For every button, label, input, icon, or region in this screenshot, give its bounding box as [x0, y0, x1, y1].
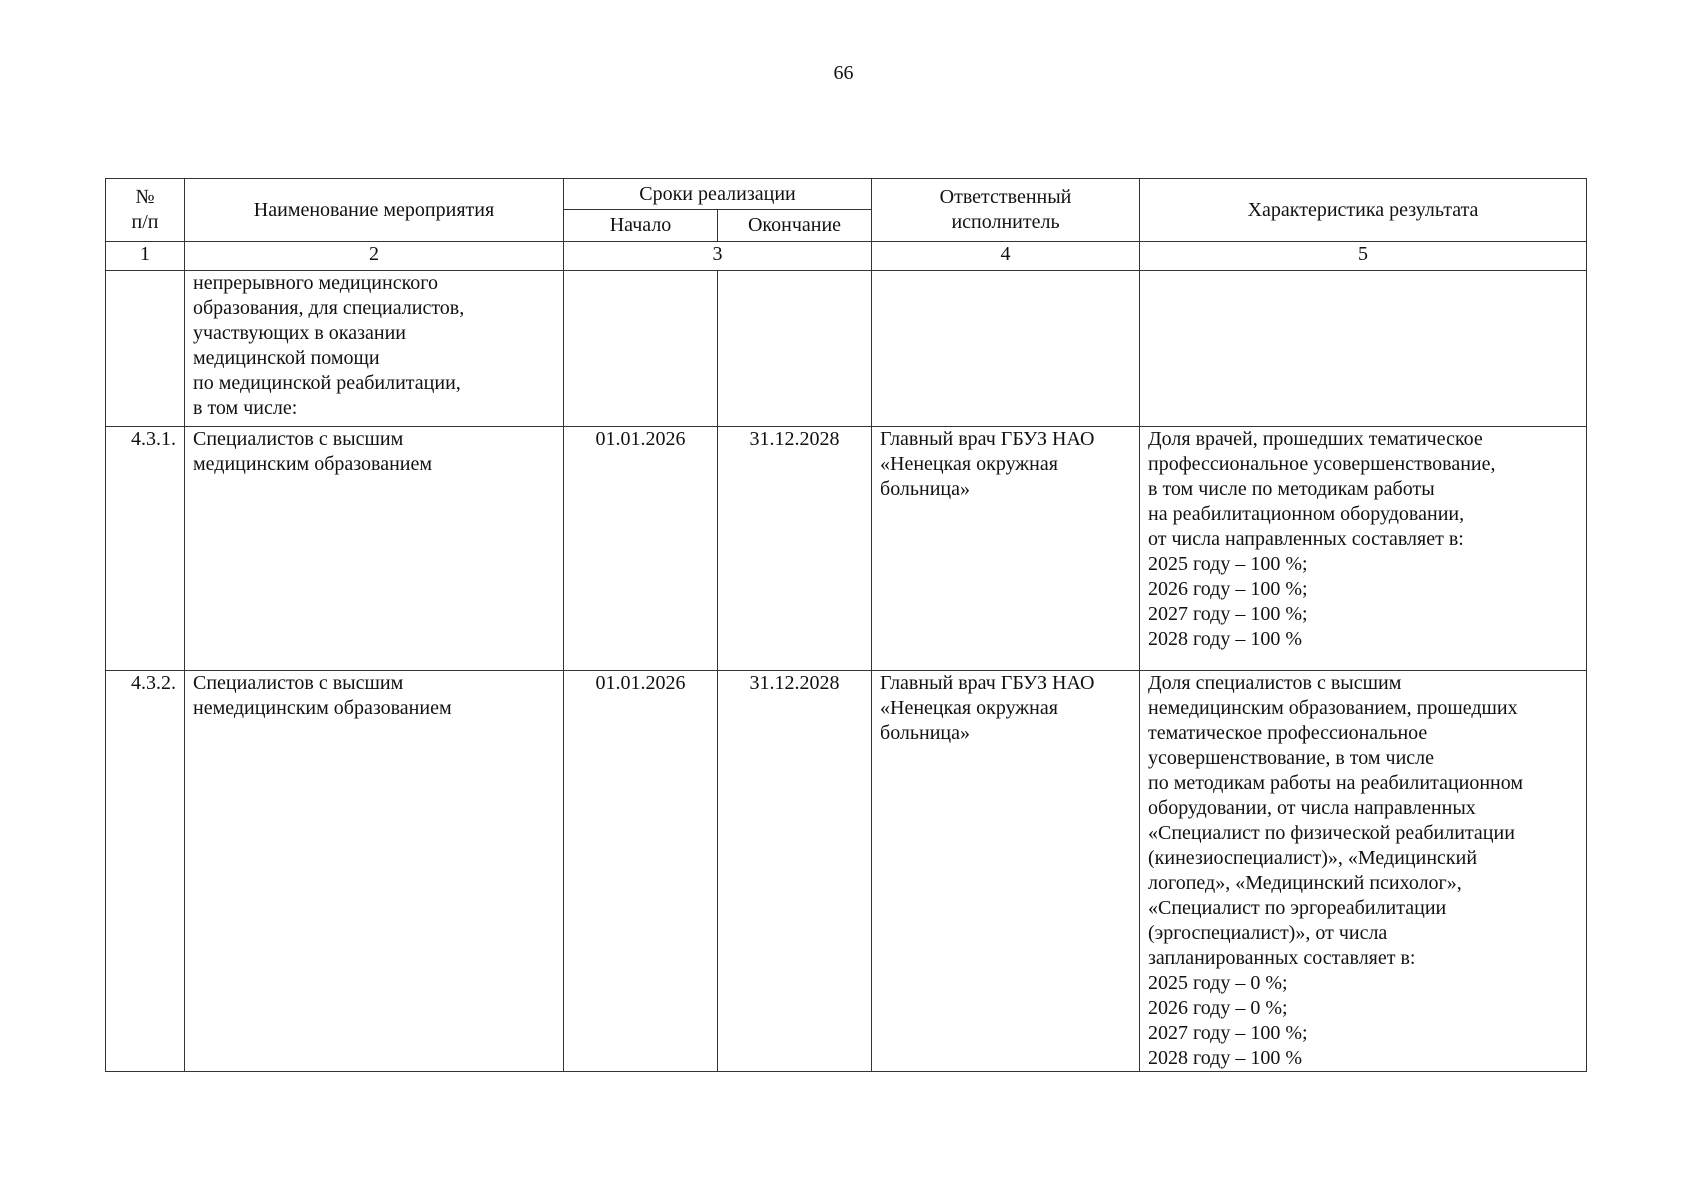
result-line: Доля врачей, прошедших тематическое	[1148, 428, 1483, 450]
result-description	[1140, 271, 1587, 427]
result-line: немедицинским образованием, прошедших	[1148, 697, 1518, 719]
row-number: 4.3.2.	[106, 671, 185, 1072]
header-result: Характеристика результата	[1140, 179, 1587, 242]
result-line: «Специалист по эргореабилитации	[1148, 897, 1447, 919]
result-line: 2026 году – 100 %;	[1148, 578, 1308, 600]
result-line: от числа направленных составляет в:	[1148, 528, 1464, 550]
result-line: профессиональное усовершенствование,	[1148, 453, 1496, 475]
result-line: усовершенствование, в том числе	[1148, 747, 1435, 769]
result-line: 2027 году – 100 %;	[1148, 1022, 1308, 1044]
event-name-line: медицинской помощи	[193, 347, 380, 369]
event-name-line: в том числе:	[193, 397, 298, 419]
column-number-3: 3	[564, 242, 872, 271]
result-line: тематическое профессиональное	[1148, 722, 1428, 744]
event-name-line: участвующих в оказании	[193, 322, 406, 344]
header-implementation-terms: Сроки реализации	[564, 179, 872, 210]
header-executor-line-2: исполнитель	[951, 211, 1060, 233]
result-line: 2028 году – 100 %	[1148, 1047, 1302, 1069]
result-line: запланированных составляет в:	[1148, 947, 1416, 969]
result-line: 2028 году – 100 %	[1148, 628, 1302, 650]
event-name	[185, 427, 564, 671]
column-number-4: 4	[872, 242, 1140, 271]
column-number-2: 2	[185, 242, 564, 271]
result-line: в том числе по методикам работы	[1148, 478, 1435, 500]
result-description	[1140, 427, 1587, 671]
result-line: логопед», «Медицинский психолог»,	[1148, 872, 1462, 894]
event-name-line: образования, для специалистов,	[193, 297, 465, 319]
result-line: (эргоспециалист)», от числа	[1148, 922, 1388, 944]
event-name-line: Специалистов с высшим	[193, 672, 404, 694]
event-name-line: Специалистов с высшим	[193, 428, 404, 450]
event-name-line: медицинским образованием	[193, 453, 433, 475]
executor-line: Главный врач ГБУЗ НАО	[880, 428, 1095, 450]
result-description	[1140, 671, 1587, 1072]
executor-line: Главный врач ГБУЗ НАО	[880, 672, 1095, 694]
header-number	[106, 179, 185, 242]
executor	[872, 671, 1140, 1072]
table-row	[106, 671, 1587, 1072]
executor-line: «Ненецкая окружная	[880, 453, 1058, 475]
header-number-line-1: №	[135, 186, 155, 208]
executor-line: больница»	[880, 722, 971, 744]
result-line: «Специалист по физической реабилитации	[1148, 822, 1515, 844]
executor	[872, 427, 1140, 671]
event-name	[185, 271, 564, 427]
start-date: 01.01.2026	[564, 427, 718, 671]
header-start: Начало	[564, 210, 718, 242]
result-line: на реабилитационном оборудовании,	[1148, 503, 1465, 525]
table-row-continuation	[106, 271, 1587, 427]
result-line: 2027 году – 100 %;	[1148, 603, 1308, 625]
result-line: оборудовании, от числа направленных	[1148, 797, 1476, 819]
result-line: Доля специалистов с высшим	[1148, 672, 1402, 694]
column-number-1: 1	[106, 242, 185, 271]
header-number-line-2: п/п	[131, 211, 159, 233]
result-line: (кинезиоспециалист)», «Медицинский	[1148, 847, 1478, 869]
end-date	[718, 271, 872, 427]
end-date: 31.12.2028	[718, 671, 872, 1072]
executor-line: «Ненецкая окружная	[880, 697, 1058, 719]
executor-line: больница»	[880, 478, 971, 500]
result-line: 2025 году – 100 %;	[1148, 553, 1308, 575]
result-line: 2025 году – 0 %;	[1148, 972, 1288, 994]
action-plan-table	[105, 178, 1587, 1072]
row-number: 4.3.1.	[106, 427, 185, 671]
executor	[872, 271, 1140, 427]
header-end: Окончание	[718, 210, 872, 242]
start-date: 01.01.2026	[564, 671, 718, 1072]
event-name-line: непрерывного медицинского	[193, 272, 438, 294]
header-executor-line-1: Ответственный	[939, 186, 1072, 208]
column-number-5: 5	[1140, 242, 1587, 271]
header-event-name: Наименование мероприятия	[185, 179, 564, 242]
page-number: 66	[833, 62, 854, 84]
event-name-line: немедицинским образованием	[193, 697, 452, 719]
result-line: 2026 году – 0 %;	[1148, 997, 1288, 1019]
row-number	[106, 271, 185, 427]
event-name-line: по медицинской реабилитации,	[193, 372, 461, 394]
start-date	[564, 271, 718, 427]
table-row	[106, 427, 1587, 671]
result-line: по методикам работы на реабилитационном	[1148, 772, 1524, 794]
header-executor	[872, 179, 1140, 242]
event-name	[185, 671, 564, 1072]
end-date: 31.12.2028	[718, 427, 872, 671]
